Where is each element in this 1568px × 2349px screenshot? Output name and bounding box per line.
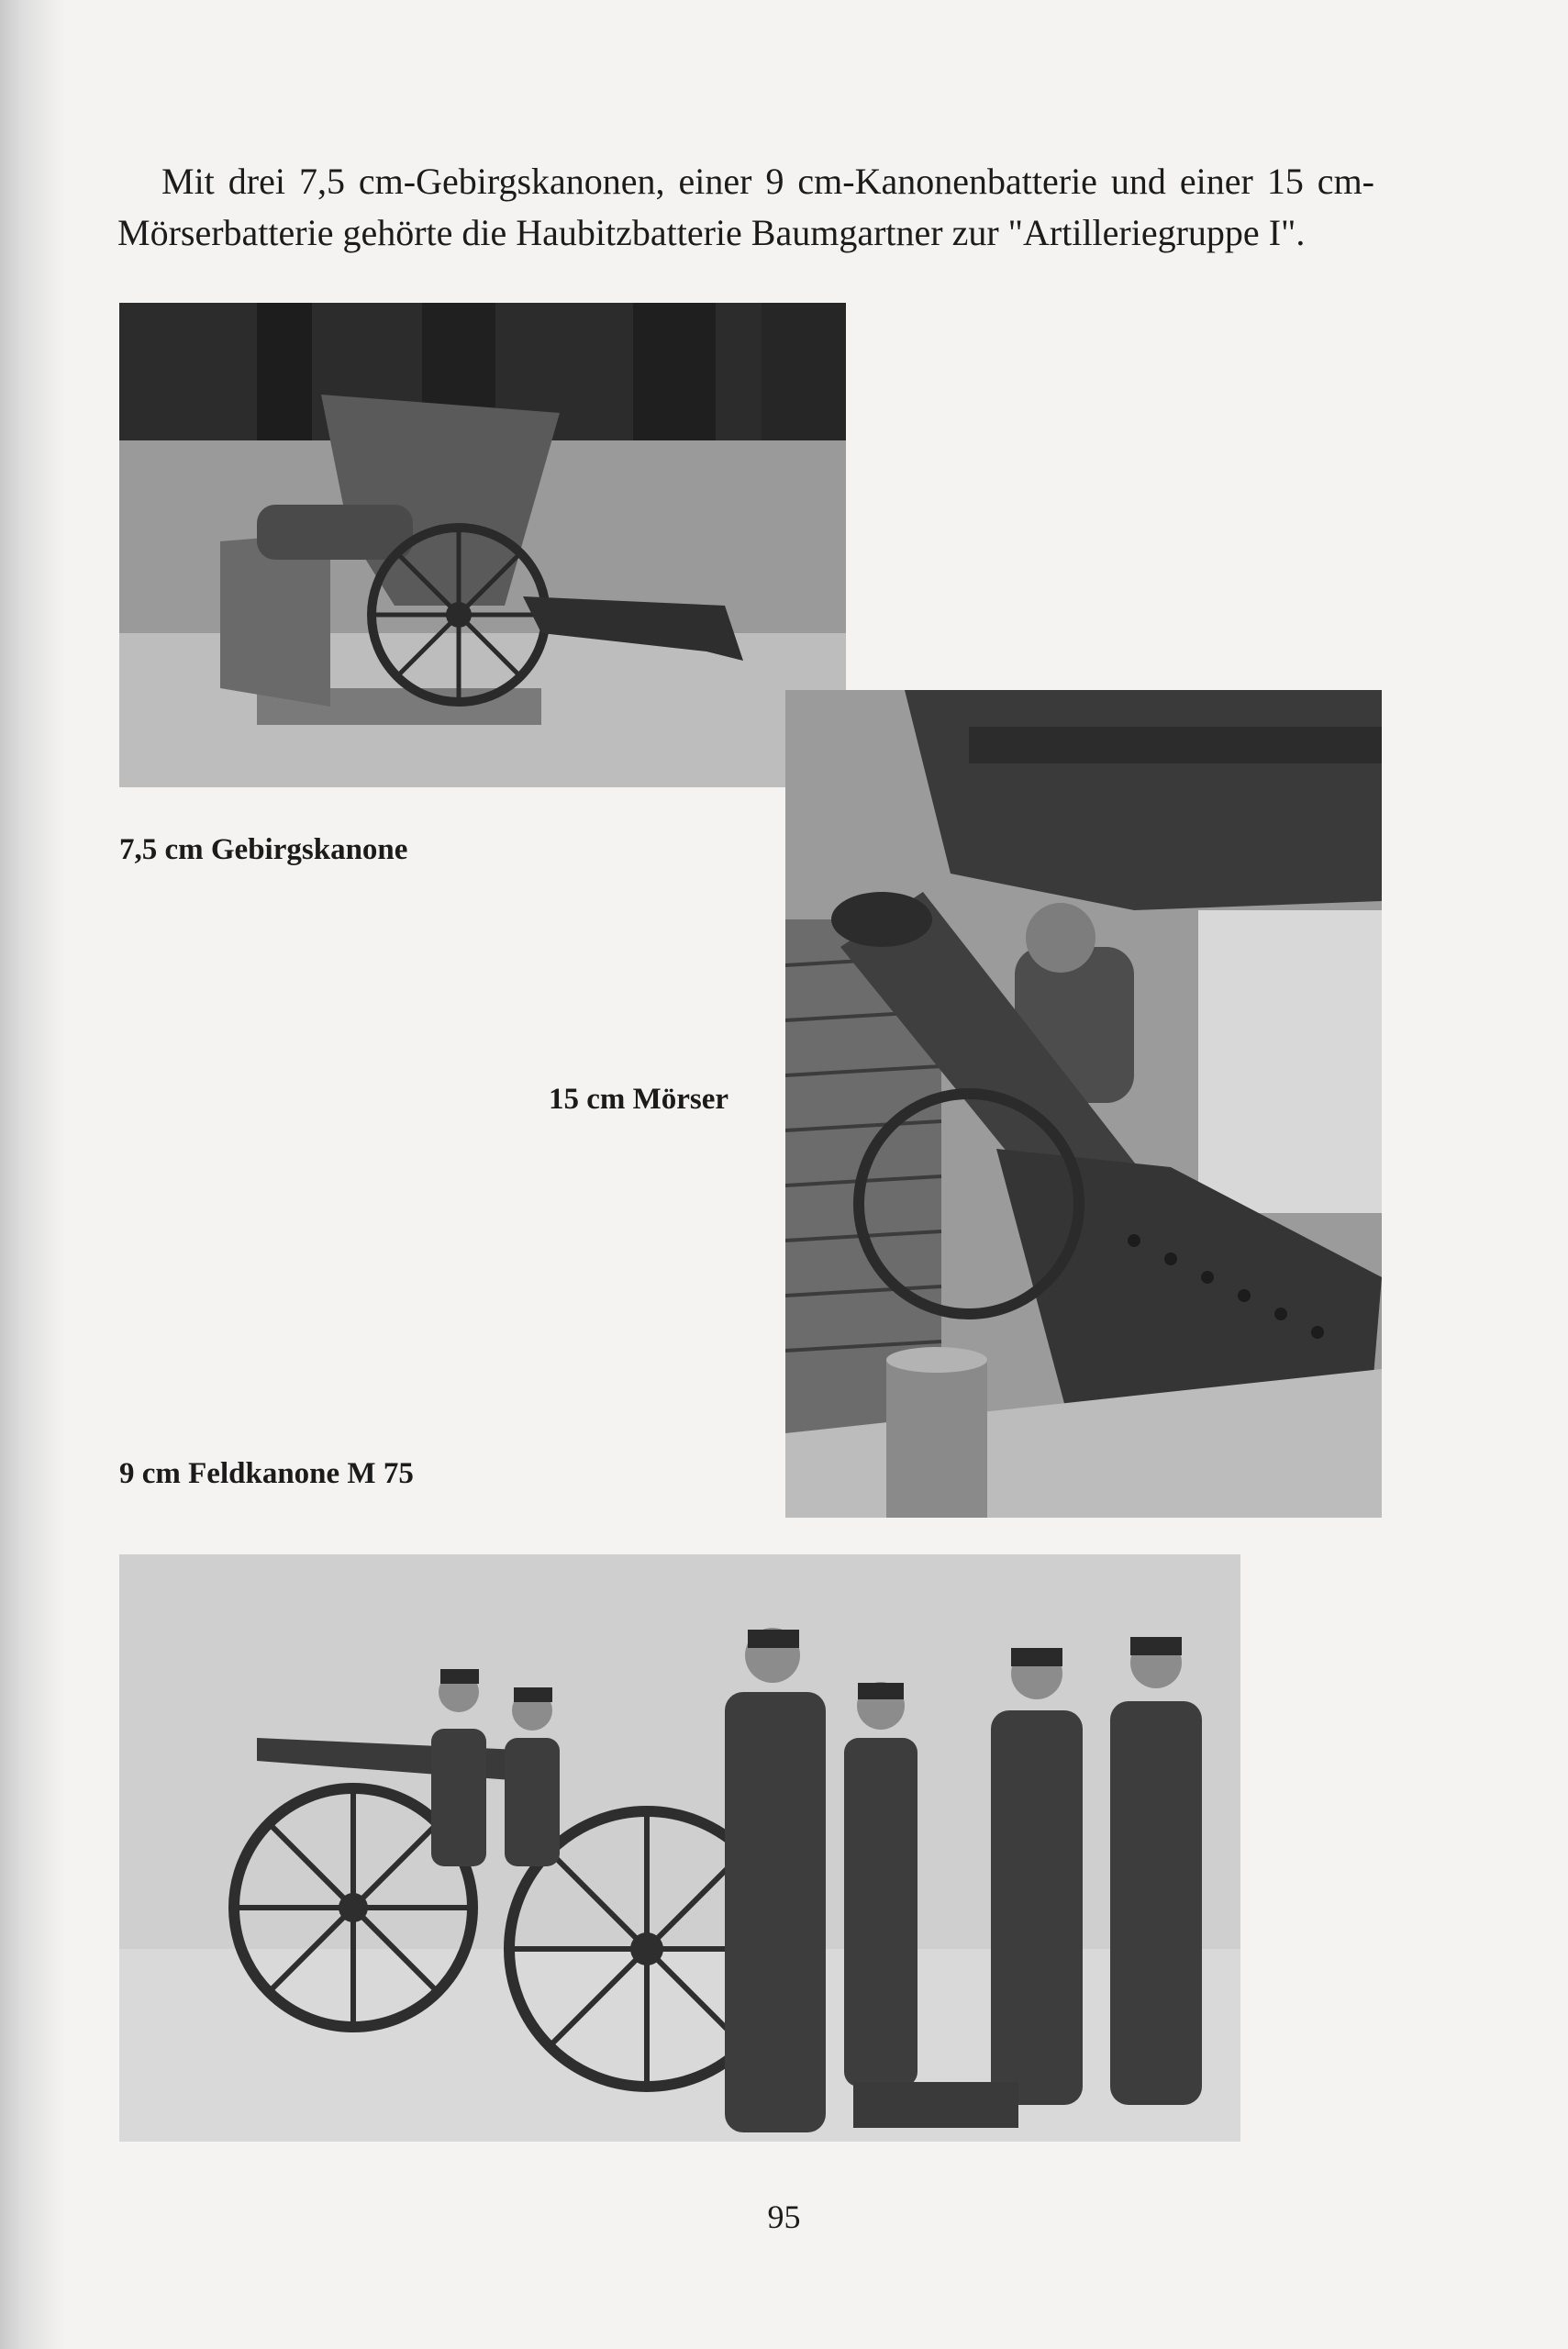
caption-mortar: 15 cm Mörser [549, 1083, 729, 1116]
page-number: 95 [767, 2199, 801, 2235]
photo-mountain-gun [119, 303, 846, 787]
intro-paragraph [117, 156, 1374, 259]
caption-mountain-gun: 7,5 cm Gebirgskanone [119, 833, 408, 866]
caption-field-gun: 9 cm Feldkanone M 75 [119, 1457, 414, 1490]
photo-field-gun [119, 1554, 1240, 2142]
intro-line-1: Mit drei 7,5 cm-Gebirgskanonen, einer 9 cm-Kanonenbatterie und einer 15 cm- [161, 161, 1374, 202]
mountain-gun-illustration [119, 303, 846, 787]
binding-shadow [0, 0, 64, 2349]
photo-mortar [785, 690, 1382, 1518]
mortar-illustration [785, 690, 1382, 1518]
intro-line-2: Mörserbatterie gehörte die Haubitzbatterie Baumgartner zur "Artilleriegruppe I". [117, 212, 1306, 253]
field-gun-illustration [119, 1554, 1240, 2142]
